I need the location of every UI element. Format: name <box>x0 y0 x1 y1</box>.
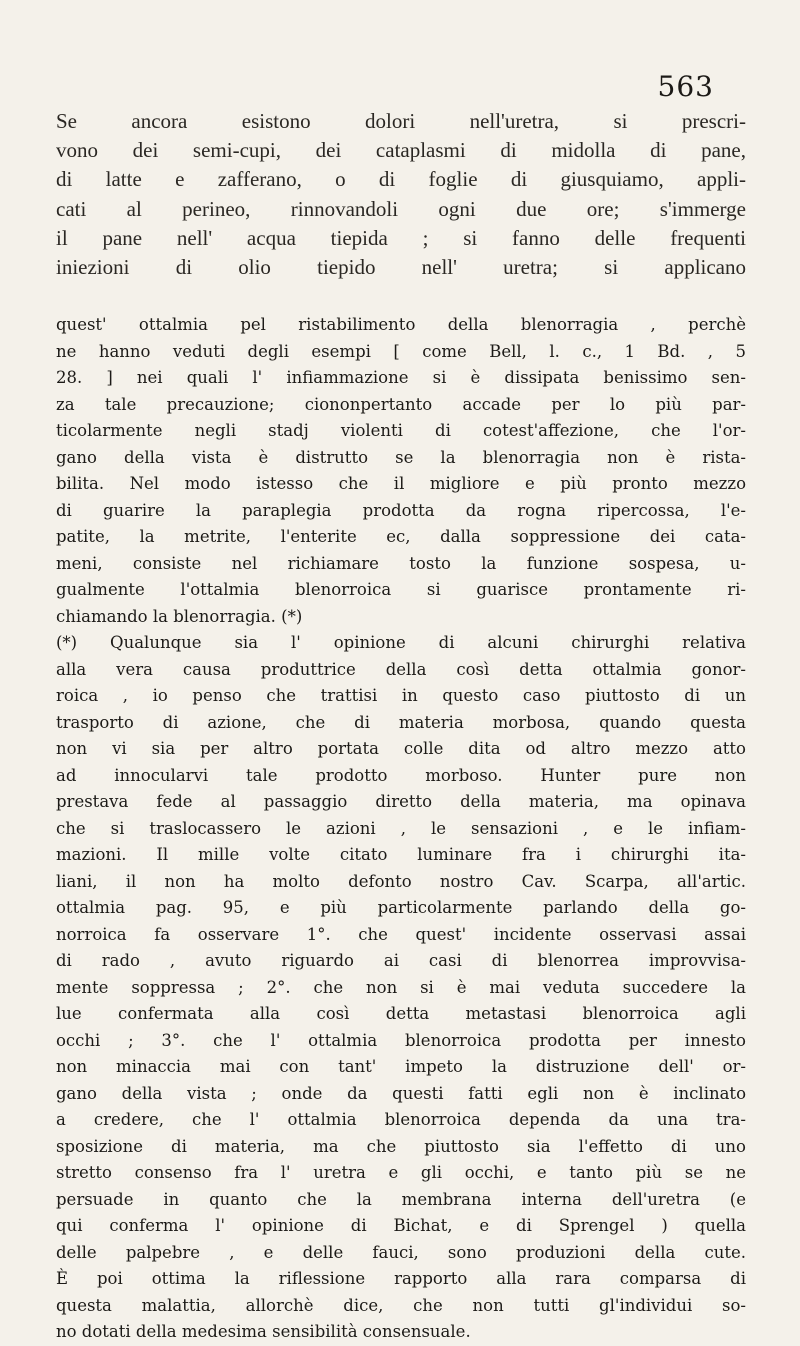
note-line: za tale precauzione; ciononpertanto accade per lo più par- <box>56 394 746 414</box>
note-line: gualmente l'ottalmia blenorroica si guarisce prontamente ri- <box>56 580 746 599</box>
footnote-line: non minaccia mai con tant' impeto la distruzione dell' or- <box>56 1057 746 1076</box>
note-line: meni, consiste nel richiamare tosto la funzione sospesa, u- <box>56 553 746 573</box>
footnote-line: roica , io penso che trattisi in questo caso piuttosto di un <box>56 686 746 705</box>
footnote-line: no dotati della medesima sensibilità consensuale. <box>56 1322 471 1341</box>
note-line: gano della vista è distrutto se la blenorragia non è rista- <box>56 447 746 467</box>
footnote-line: trasporto di azione, che di materia morbosa, quando questa <box>56 712 746 732</box>
footnote-line: occhi ; 3°. che l' ottalmia blenorroica prodotta per innesto <box>56 1030 746 1050</box>
footnote-line: liani, il non ha molto defonto nostro Cav. Scarpa, all'artic. <box>56 871 746 891</box>
footnote-line: norroica fa osservare 1°. che quest' incidente osservasi assai <box>56 924 746 944</box>
note-line: ne hanno veduti degli esempi [ come Bell, l. c., 1 Bd. , 5 <box>56 341 746 361</box>
main-line: di latte e zafferano, o di foglie di giusquiamo, appli- <box>56 167 746 192</box>
note-line: 28. ] nei quali l' infiammazione si è dissipata benissimo sen- <box>56 368 746 387</box>
note-line: patite, la metrite, l'enterite ec, dalla soppressione dei cata- <box>56 527 746 546</box>
main-line: il pane nell' acqua tiepida ; si fanno delle frequenti <box>56 225 746 250</box>
footnote-line: mazioni. Il mille volte citato luminare fra i chirurghi ita- <box>56 845 746 864</box>
footnote-line: a credere, che l' ottalmia blenorroica dependa da una tra- <box>56 1110 746 1129</box>
footnote-line: persuade in quanto che la membrana interna dell'uretra (e <box>56 1189 746 1209</box>
footnote-line: non vi sia per altro portata colle dita od altro mezzo atto <box>56 739 746 758</box>
footnote-line: questa malattia, allorchè dice, che non tutti gl'individui so- <box>56 1295 746 1315</box>
footnote-line: che si traslocassero le azioni , le sensazioni , e le infiam- <box>56 818 746 838</box>
main-line: cati al perineo, rinnovandoli ogni due ore; s'immerge <box>56 196 746 221</box>
footnote-line: stretto consenso fra l' uretra e gli occhi, e tanto più se ne <box>56 1163 746 1182</box>
footnote-line: (*) Qualunque sia l' opinione di alcuni chirurghi relativa <box>56 633 746 652</box>
footnote-line: ad innocularvi tale prodotto morboso. Hunter pure non <box>56 765 746 785</box>
footnote-line: qui conferma l' opinione di Bichat, e di Sprengel ) quella <box>56 1216 746 1235</box>
footnote-line: È poi ottima la riflessione rapporto alla rara comparsa di <box>56 1269 746 1288</box>
note-line: quest' ottalmia pel ristabilimento della blenorragia , perchè <box>56 315 746 334</box>
note-line: chiamando la blenorragia. (*) <box>56 606 303 626</box>
note-line: di guarire la paraplegia prodotta da rogna ripercossa, l'e- <box>56 500 746 520</box>
main-line: Se ancora esistono dolori nell'uretra, si prescri- <box>56 109 746 133</box>
main-line: vono dei semi-cupi, dei cataplasmi di midolla di pane, <box>56 138 746 163</box>
page-number: 563 <box>657 70 714 103</box>
main-line: iniezioni di olio tiepido nell' uretra; si applicano <box>56 255 746 280</box>
footnote-line: mente soppressa ; 2°. che non si è mai veduta succedere la <box>56 977 746 997</box>
note-line: ticolarmente negli stadj violenti di cotest'affezione, che l'or- <box>56 421 746 440</box>
footnote-line: lue confermata alla così detta metastasi blenorroica agli <box>56 1004 746 1023</box>
footnote-line: ottalmia pag. 95, e più particolarmente parlando della go- <box>56 898 746 917</box>
footnote-line: delle palpebre , e delle fauci, sono produzioni della cute. <box>56 1242 746 1262</box>
footnote-line: prestava fede al passaggio diretto della materia, ma opinava <box>56 792 746 811</box>
footnote-line: alla vera causa produttrice della così detta ottalmia gonor- <box>56 659 746 679</box>
footnote-line: sposizione di materia, ma che piuttosto sia l'effetto di uno <box>56 1136 746 1156</box>
footnote-block <box>56 312 746 1346</box>
footnote-line: gano della vista ; onde da questi fatti egli non è inclinato <box>56 1083 746 1103</box>
note-line: bilita. Nel modo istesso che il migliore e più pronto mezzo <box>56 474 746 493</box>
footnote-line: di rado , avuto riguardo ai casi di blenorrea improvvisa- <box>56 951 746 970</box>
main-paragraph <box>56 107 746 282</box>
